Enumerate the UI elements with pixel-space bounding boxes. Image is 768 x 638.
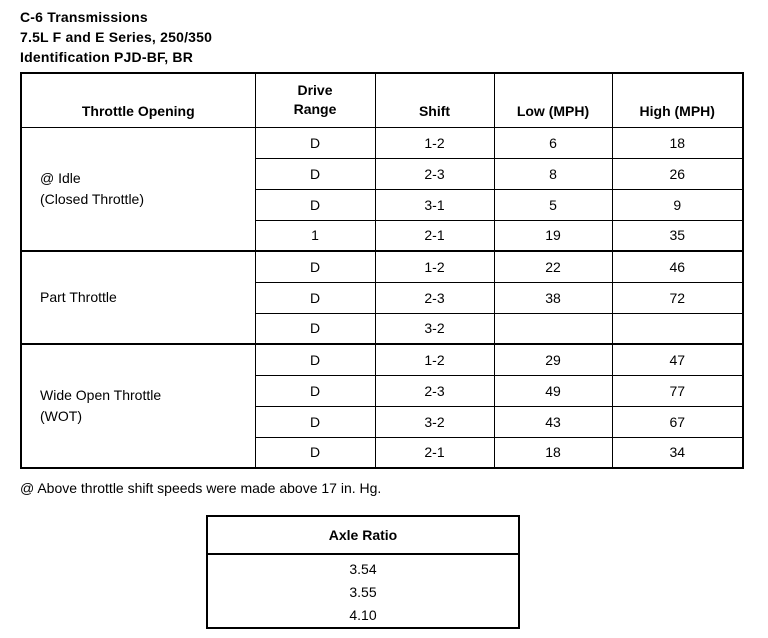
group-label-part-throttle xyxy=(21,251,255,344)
cell-range: D xyxy=(255,313,375,344)
cell-high: 35 xyxy=(612,220,743,251)
cell-high: 34 xyxy=(612,437,743,468)
cell-high: 26 xyxy=(612,158,743,189)
col-header-high-mph: High (MPH) xyxy=(612,73,743,127)
cell-range: D xyxy=(255,344,375,375)
cell-high: 77 xyxy=(612,375,743,406)
table-row xyxy=(21,127,743,158)
title-line-1: C-6 Transmissions xyxy=(20,9,148,25)
table-header-row xyxy=(21,73,743,127)
cell-range: D xyxy=(255,127,375,158)
cell-shift: 2-3 xyxy=(375,375,494,406)
axle-ratio-table xyxy=(206,515,520,629)
cell-shift: 3-1 xyxy=(375,189,494,220)
table-row xyxy=(21,344,743,375)
col-header-throttle-opening: Throttle Opening xyxy=(21,73,255,127)
shift-speed-table xyxy=(20,72,744,469)
cell-range: D xyxy=(255,437,375,468)
axle-ratio-value: 4.10 xyxy=(349,607,377,623)
cell-shift: 1-2 xyxy=(375,127,494,158)
cell-low: 19 xyxy=(494,220,612,251)
group-label-line1: Wide Open Throttle xyxy=(40,387,162,403)
cell-range: D xyxy=(255,406,375,437)
cell-high: 47 xyxy=(612,344,743,375)
cell-low: 49 xyxy=(494,375,612,406)
cell-high: 67 xyxy=(612,406,743,437)
cell-range: D xyxy=(255,375,375,406)
cell-low: 5 xyxy=(494,189,612,220)
cell-low: 43 xyxy=(494,406,612,437)
col-header-shift: Shift xyxy=(375,73,494,127)
group-label-line1: @ Idle xyxy=(40,169,81,186)
cell-range: D xyxy=(255,158,375,189)
col-header-drive-line1: Drive xyxy=(297,82,333,99)
group-label-line2: (WOT) xyxy=(40,408,82,424)
group-label-wot xyxy=(21,344,255,468)
axle-ratio-header: Axle Ratio xyxy=(207,516,519,554)
cell-low xyxy=(494,313,612,344)
cell-high: 9 xyxy=(612,189,743,220)
cell-shift: 2-1 xyxy=(375,437,494,468)
title-line-3: Identification PJD-BF, BR xyxy=(20,49,194,65)
cell-low: 6 xyxy=(494,127,612,158)
cell-high xyxy=(612,313,743,344)
group-label-line1: Part Throttle xyxy=(40,289,117,305)
cell-high: 72 xyxy=(612,282,743,313)
cell-shift: 1-2 xyxy=(375,251,494,282)
title-line-2: 7.5L F and E Series, 250/350 xyxy=(20,29,213,45)
cell-range: D xyxy=(255,282,375,313)
cell-low: 38 xyxy=(494,282,612,313)
table-row xyxy=(21,251,743,282)
cell-low: 29 xyxy=(494,344,612,375)
cell-shift: 2-3 xyxy=(375,158,494,189)
cell-shift: 3-2 xyxy=(375,406,494,437)
cell-low: 22 xyxy=(494,251,612,282)
cell-low: 8 xyxy=(494,158,612,189)
cell-high: 46 xyxy=(612,251,743,282)
cell-range: 1 xyxy=(255,220,375,251)
col-header-low-mph: Low (MPH) xyxy=(494,73,612,127)
cell-range: D xyxy=(255,251,375,282)
document-title-block xyxy=(20,7,212,67)
cell-shift: 2-3 xyxy=(375,282,494,313)
axle-ratio-value: 3.55 xyxy=(349,584,377,600)
axle-ratio-value: 3.54 xyxy=(349,561,377,577)
group-label-line2: (Closed Throttle) xyxy=(40,190,145,207)
group-label-idle xyxy=(21,127,255,251)
col-header-drive-line2: Range xyxy=(293,101,337,118)
col-header-drive-range xyxy=(255,73,375,127)
footnote: @ Above throttle shift speeds were made above 17 in. Hg. xyxy=(20,480,382,496)
cell-shift: 2-1 xyxy=(375,220,494,251)
cell-low: 18 xyxy=(494,437,612,468)
cell-range: D xyxy=(255,189,375,220)
cell-high: 18 xyxy=(612,127,743,158)
cell-shift: 1-2 xyxy=(375,344,494,375)
cell-shift: 3-2 xyxy=(375,313,494,344)
